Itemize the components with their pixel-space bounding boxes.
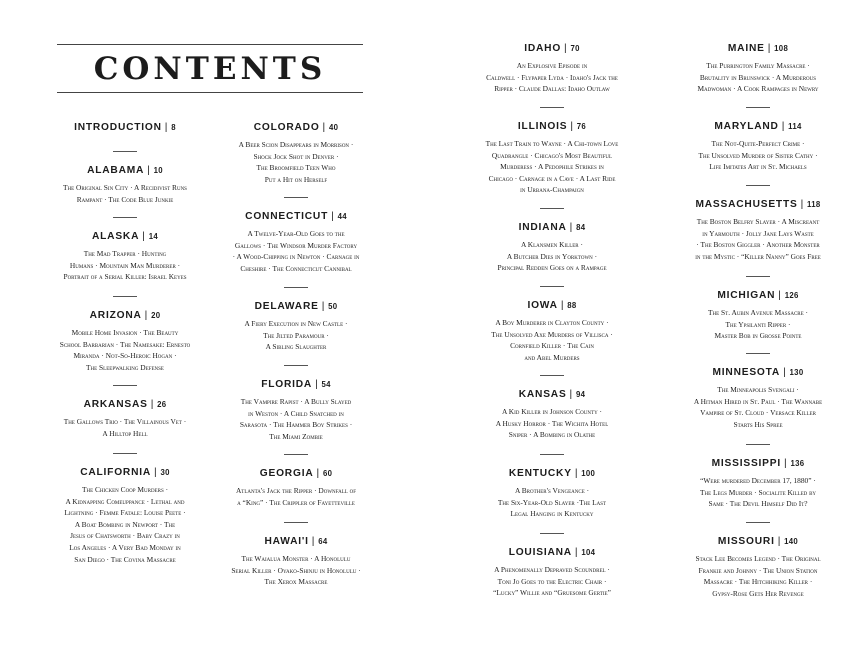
- chapter-line: Master Bob in Grosse Pointe: [714, 331, 802, 341]
- toc-entry[interactable]: [462, 42, 642, 95]
- page-separator: |: [560, 300, 565, 311]
- state-name: LOUISIANA: [508, 547, 572, 558]
- state-heading: [462, 467, 642, 480]
- chapter-list: [658, 216, 858, 262]
- toc-entry[interactable]: [462, 299, 642, 363]
- section-divider: [540, 375, 564, 376]
- chapter-line: Ripper · Claude Dallas: Idaho Outlaw: [494, 84, 610, 94]
- state-name: DELAWARE: [254, 301, 319, 312]
- chapter-line: Atlanta's Jack the Ripper · Downfall of: [235, 486, 357, 495]
- chapter-line: Gypsy-Rose Gets Her Revenge: [712, 588, 804, 598]
- chapter-line: Sarasota · The Hammer Boy Strikes ·: [239, 420, 353, 430]
- chapter-line: Cheshire · The Connecticut Cannibal: [240, 263, 352, 273]
- toc-entry[interactable]: [658, 366, 858, 430]
- chapter-line: in Yarmouth · Jolly Jane Lays Waste: [702, 228, 814, 238]
- page-separator: |: [569, 389, 573, 400]
- state-heading: [30, 164, 220, 177]
- page-separator: |: [150, 399, 155, 410]
- state-heading: [30, 121, 220, 134]
- state-heading: [462, 120, 642, 133]
- state-name: ARIZONA: [89, 310, 142, 321]
- chapter-line: An Explosive Episode in: [516, 61, 588, 70]
- page-separator: |: [331, 211, 335, 222]
- chapter-list: [658, 553, 858, 599]
- state-name: MICHIGAN: [717, 290, 776, 301]
- chapter-list: [196, 485, 396, 508]
- chapter-line: The Unsolved Murder of Sister Cathy ·: [698, 150, 818, 160]
- chapter-line: The Not-Quite-Perfect Crime ·: [711, 139, 805, 148]
- chapter-line: A Hilltop Hell: [102, 428, 148, 438]
- page-separator: |: [564, 43, 568, 54]
- chapter-line: The Xerox Massacre: [264, 577, 328, 587]
- state-name: INDIANA: [518, 222, 567, 233]
- page-number: 14: [148, 232, 158, 241]
- toc-entry[interactable]: [30, 121, 220, 134]
- toc-entry[interactable]: [658, 120, 858, 173]
- chapter-list: [462, 406, 642, 441]
- chapter-line: Murderess · A Pedophile Strikes in: [500, 162, 604, 172]
- page-number: 10: [153, 166, 163, 175]
- chapter-line: Legal Hanging in Kentucky: [510, 509, 594, 519]
- section-divider: [284, 454, 308, 455]
- state-heading: [30, 230, 220, 243]
- page-number: 44: [337, 212, 347, 221]
- state-name: CALIFORNIA: [80, 467, 152, 478]
- chapter-line: “Were murdered December 17, 1880” ·: [700, 476, 816, 485]
- section-divider: [284, 365, 308, 366]
- toc-entry[interactable]: [30, 398, 220, 439]
- chapter-line: Cornfield Killer · The Cain: [510, 341, 594, 351]
- section-divider: [284, 197, 308, 198]
- chapter-line: Serial Killer · Oyako-Shinju in Honolulu ·: [231, 565, 361, 575]
- chapter-line: A Sibling Slaughter: [265, 342, 327, 352]
- chapter-list: [196, 139, 396, 185]
- state-heading: [658, 535, 858, 548]
- chapter-line: The Mad Trapper · Hunting: [83, 249, 167, 258]
- page-separator: |: [574, 547, 579, 558]
- page-separator: |: [767, 43, 772, 54]
- state-heading: [196, 378, 396, 391]
- title-bottom-rule: [57, 92, 363, 93]
- chapter-line: Miranda · Not-So-Heroic Hogan ·: [73, 351, 177, 361]
- state-name: KENTUCKY: [508, 468, 572, 479]
- chapter-line: · The Boston Giggler · Another Monster: [696, 240, 820, 250]
- state-name: MASSACHUSETTS: [695, 199, 798, 210]
- toc-entry[interactable]: [658, 289, 858, 342]
- state-name: IOWA: [527, 300, 558, 311]
- toc-entry[interactable]: [196, 535, 396, 588]
- page-number: 126: [784, 291, 799, 300]
- page-separator: |: [569, 222, 574, 233]
- chapter-line: · A Wood-Chipping in Newton · Carnage in: [232, 252, 360, 262]
- chapter-list: [30, 182, 220, 205]
- chapter-line: in the Mystic · “Killer Nanny” Goes Free: [695, 251, 821, 261]
- chapter-list: [462, 138, 642, 196]
- section-divider: [284, 287, 308, 288]
- chapter-line: A Boat Bombing in Newport · The: [74, 519, 176, 529]
- section-divider: [113, 453, 137, 454]
- chapter-list: [30, 248, 220, 283]
- toc-entry[interactable]: [462, 388, 642, 441]
- chapter-line: A Klansmen Killer ·: [521, 240, 583, 249]
- section-divider: [540, 107, 564, 108]
- state-name: ALASKA: [92, 231, 140, 242]
- section-divider: [113, 296, 137, 297]
- chapter-list: [196, 318, 396, 353]
- page-number: 94: [576, 390, 586, 399]
- chapter-line: Put a Hit on Herself: [264, 174, 328, 184]
- state-heading: [30, 309, 220, 322]
- page-number: 104: [581, 548, 596, 557]
- section-divider: [113, 151, 137, 152]
- chapter-list: [196, 396, 396, 442]
- state-heading: [462, 388, 642, 401]
- page-separator: |: [142, 231, 146, 242]
- state-heading: [658, 42, 858, 55]
- page-separator: |: [147, 165, 151, 176]
- toc-entry[interactable]: [196, 300, 396, 353]
- chapter-line: A Husky Horror · The Wichita Hotel: [495, 418, 609, 428]
- section-divider: [113, 385, 137, 386]
- state-heading: [196, 121, 396, 134]
- page-separator: |: [783, 367, 787, 378]
- chapter-line: in Urbana-Champaign: [520, 185, 584, 195]
- chapter-line: A Hitman Hired in St. Paul · The Wannabe: [693, 396, 823, 406]
- chapter-line: Chicago · Carnage in a Cave · A Last Ride: [488, 173, 616, 183]
- page-number: 26: [157, 400, 167, 409]
- chapter-line: The Last Train to Wayne · A Chi-town Love: [485, 139, 619, 148]
- chapter-line: A Butcher Dies in Yorktown ·: [506, 251, 598, 261]
- state-heading: [30, 398, 220, 411]
- chapter-line: Rampant · The Code Blue Junkie: [76, 194, 174, 204]
- page-number: 8: [171, 123, 176, 132]
- chapter-line: in Weston · A Child Snatched in: [248, 408, 344, 418]
- chapter-list: [462, 60, 642, 95]
- chapter-line: a “King” · The Crippler of Fayetteville: [237, 497, 355, 507]
- page-number: 60: [322, 469, 333, 478]
- chapter-list: [462, 485, 642, 520]
- chapter-line: The Minneapolis Svengali ·: [717, 385, 799, 394]
- state-name: ILLINOIS: [517, 121, 568, 132]
- toc-entry[interactable]: [658, 535, 858, 599]
- chapter-list: [30, 484, 220, 565]
- page-title: CONTENTS: [93, 51, 327, 87]
- toc-entry[interactable]: [462, 546, 642, 599]
- state-heading: [462, 546, 642, 559]
- contents-header: [57, 44, 363, 93]
- chapter-list: [30, 327, 220, 373]
- page-number: 140: [784, 537, 799, 546]
- chapter-line: Massacre · The Hitchhiking Killer ·: [703, 577, 813, 587]
- chapter-line: Caldwell · Flypaper Lyda · Idaho's Jack the: [486, 72, 618, 82]
- chapter-line: The Ypsilanti Ripper ·: [725, 319, 791, 329]
- chapter-line: Principal Redden Goes on a Rampage: [497, 263, 607, 273]
- chapter-list: [462, 239, 642, 274]
- chapter-line: Gallows · The Windsor Murder Factory: [234, 240, 358, 250]
- page-separator: |: [316, 468, 320, 479]
- state-name: KANSAS: [518, 389, 567, 400]
- section-divider: [540, 208, 564, 209]
- page-separator: |: [781, 121, 786, 132]
- chapter-list: [462, 564, 642, 599]
- page-separator: |: [784, 458, 788, 469]
- chapter-line: Vampire of St. Cloud · Versace Killer: [700, 408, 816, 418]
- chapter-line: Sniper · A Bombing in Olathe: [508, 430, 596, 440]
- section-divider: [746, 522, 770, 523]
- chapter-list: [658, 138, 858, 173]
- chapter-line: Toni Jo Goes to the Electric Chair ·: [497, 576, 607, 586]
- chapter-line: The St. Aubin Avenue Massacre ·: [708, 308, 808, 317]
- page-separator: |: [321, 301, 326, 312]
- chapter-line: Jesus of Chatsworth · Baby Crazy in: [70, 531, 180, 541]
- toc-entry[interactable]: [196, 210, 396, 274]
- state-name: FLORIDA: [261, 379, 313, 390]
- toc-entry[interactable]: [658, 457, 858, 510]
- page-separator: |: [311, 536, 316, 547]
- chapter-line: Starts His Spree: [733, 419, 783, 429]
- chapter-line: Life Imitates Art in St. Michaels: [709, 162, 807, 172]
- state-heading: [30, 466, 220, 479]
- state-name: CONNECTICUT: [245, 211, 329, 222]
- chapter-line: A Boy Murderer in Clayton County ·: [495, 318, 609, 327]
- state-heading: [462, 42, 642, 55]
- state-heading: [196, 467, 396, 480]
- chapter-line: The Waialua Monster · A Honolulu: [241, 554, 351, 563]
- section-divider: [540, 454, 564, 455]
- chapter-list: [462, 317, 642, 363]
- page-number: 130: [789, 368, 804, 377]
- chapter-line: The Purrington Family Massacre ·: [706, 61, 810, 70]
- page-number: 40: [329, 123, 339, 132]
- section-divider: [746, 276, 770, 277]
- state-heading: [462, 299, 642, 312]
- chapter-line: Mobile Home Invasion · The Beauty: [71, 328, 179, 337]
- state-name: INTRODUCTION: [74, 122, 162, 133]
- page-number: 136: [790, 459, 805, 468]
- state-heading: [658, 457, 858, 470]
- state-name: IDAHO: [524, 43, 562, 54]
- section-divider: [746, 185, 770, 186]
- chapter-line: School Barbarian · The Namesake: Ernesto: [59, 339, 191, 349]
- section-divider: [746, 444, 770, 445]
- state-name: ARKANSAS: [83, 399, 148, 410]
- toc-entry[interactable]: [30, 164, 220, 205]
- state-name: ALABAMA: [87, 165, 145, 176]
- state-name: MISSOURI: [717, 536, 775, 547]
- section-divider: [746, 107, 770, 108]
- chapter-line: The Miami Zombie: [269, 431, 323, 441]
- chapter-line: The Broomfield Teen Who: [256, 163, 336, 173]
- toc-entry[interactable]: [462, 467, 642, 520]
- chapter-list: [658, 384, 858, 430]
- chapter-line: San Diego · The Covina Massacre: [74, 554, 176, 564]
- page-separator: |: [322, 122, 326, 133]
- section-divider: [540, 533, 564, 534]
- toc-entry[interactable]: [196, 121, 396, 185]
- toc-entry[interactable]: [462, 221, 642, 274]
- chapter-line: The Original Sin City · A Recidivist Runs: [63, 183, 187, 192]
- chapter-line: A Kidnapping Comeuppance · Lethal and: [65, 496, 185, 506]
- page-number: 88: [567, 301, 577, 310]
- toc-entry[interactable]: [196, 378, 396, 442]
- chapter-line: The Chicken Coop Murders ·: [81, 485, 169, 494]
- chapter-line: A Beer Scion Disappears in Morrison ·: [238, 140, 354, 149]
- page-number: 30: [160, 468, 170, 477]
- state-heading: [196, 210, 396, 223]
- chapter-line: Shock Jock Shot in Denver ·: [253, 151, 339, 161]
- toc-entry[interactable]: [462, 120, 642, 196]
- chapter-line: “Lucky” Willie and “Gruesome Gertie”: [493, 588, 611, 598]
- page-number: 76: [576, 122, 587, 131]
- chapter-line: The Jilted Paramour ·: [263, 330, 329, 340]
- section-divider: [540, 286, 564, 287]
- state-heading: [196, 535, 396, 548]
- chapter-line: Stack Lee Becomes Legend · The Original: [695, 554, 821, 563]
- section-divider: [746, 353, 770, 354]
- chapter-line: Madwoman · A Cook Rampages in Newry: [697, 84, 819, 94]
- page-separator: |: [315, 379, 319, 390]
- chapter-line: The Legs Murder · Socialite Killed by: [699, 487, 817, 497]
- chapter-list: [196, 553, 396, 588]
- chapter-line: Frankie and Johnny · The Union Station: [698, 565, 818, 575]
- page-separator: |: [800, 199, 805, 210]
- chapter-line: The Unsolved Axe Murders of Villisca ·: [491, 329, 613, 339]
- chapter-line: Same · The Devil Himself Did It?: [708, 499, 808, 509]
- state-name: MINNESOTA: [712, 367, 781, 378]
- chapter-line: Los Angeles · A Very Bad Monday in: [69, 542, 181, 552]
- chapter-line: A Phenomenally Depraved Scoundrel ·: [494, 565, 610, 574]
- page-number: 108: [774, 44, 789, 53]
- state-name: COLORADO: [253, 122, 320, 133]
- page-number: 64: [318, 537, 328, 546]
- chapter-line: Humans · Mountain Man Murderer ·: [69, 260, 181, 270]
- state-heading: [462, 221, 642, 234]
- chapter-line: The Vampire Rapist · A Bully Slayed: [240, 397, 352, 406]
- chapter-list: [658, 60, 858, 95]
- page-separator: |: [570, 121, 574, 132]
- state-heading: [658, 120, 858, 133]
- page-number: 100: [581, 469, 596, 478]
- title-top-rule: [57, 44, 363, 45]
- chapter-line: The Boston Belfry Slayer · A Miscreant: [696, 217, 820, 226]
- state-name: MISSISSIPPI: [711, 458, 781, 469]
- chapter-line: A Twelve-Year-Old Goes to the: [247, 229, 345, 238]
- state-name: MAINE: [727, 43, 765, 54]
- chapter-line: Brutality in Brunswick · A Murderous: [699, 72, 817, 82]
- page-number: 20: [151, 311, 161, 320]
- chapter-line: The Six-Year-Old Slayer ·The Last: [497, 497, 607, 507]
- chapter-list: [30, 416, 220, 439]
- state-heading: [658, 366, 858, 379]
- page-separator: |: [154, 467, 158, 478]
- page-separator: |: [164, 122, 169, 133]
- page-number: 54: [321, 380, 331, 389]
- chapter-list: [658, 307, 858, 342]
- page-separator: |: [574, 468, 579, 479]
- chapter-line: Quadrangle · Chicago's Most Beautiful: [491, 150, 613, 160]
- chapter-line: Portrait of a Serial Killer: Israel Keyes: [63, 272, 187, 282]
- page-number: 118: [807, 200, 821, 209]
- state-heading: [196, 300, 396, 313]
- page-number: 50: [328, 302, 338, 311]
- state-name: MARYLAND: [714, 121, 779, 132]
- page-separator: |: [778, 290, 782, 301]
- section-divider: [113, 217, 137, 218]
- chapter-line: A Fiery Execution in New Castle ·: [244, 319, 348, 328]
- chapter-line: The Sleepwalking Defense: [86, 362, 164, 372]
- page-separator: |: [777, 536, 782, 547]
- page-separator: |: [144, 310, 149, 321]
- toc-entry[interactable]: [30, 309, 220, 373]
- chapter-line: and Abel Murders: [524, 352, 580, 362]
- toc-entry[interactable]: [30, 230, 220, 283]
- chapter-line: A Brother's Vengeance ·: [514, 486, 590, 495]
- state-name: GEORGIA: [259, 468, 314, 479]
- page-number: 114: [788, 122, 802, 131]
- chapter-list: [658, 475, 858, 510]
- toc-entry[interactable]: [658, 198, 858, 262]
- state-heading: [658, 289, 858, 302]
- toc-entry[interactable]: [658, 42, 858, 95]
- chapter-line: Lightning · Femme Fatale: Louise Peete ·: [64, 508, 186, 518]
- chapter-line: The Gallows Trio · The Villainous Vet ·: [63, 417, 187, 426]
- page-number: 84: [576, 223, 586, 232]
- toc-entry[interactable]: [196, 467, 396, 508]
- section-divider: [284, 522, 308, 523]
- toc-entry[interactable]: [30, 466, 220, 565]
- page-number: 70: [570, 44, 580, 53]
- state-name: HAWAI'I: [264, 536, 309, 547]
- chapter-line: A Kid Killer in Johnson County ·: [501, 407, 602, 416]
- state-heading: [658, 198, 858, 211]
- chapter-list: [196, 228, 396, 274]
